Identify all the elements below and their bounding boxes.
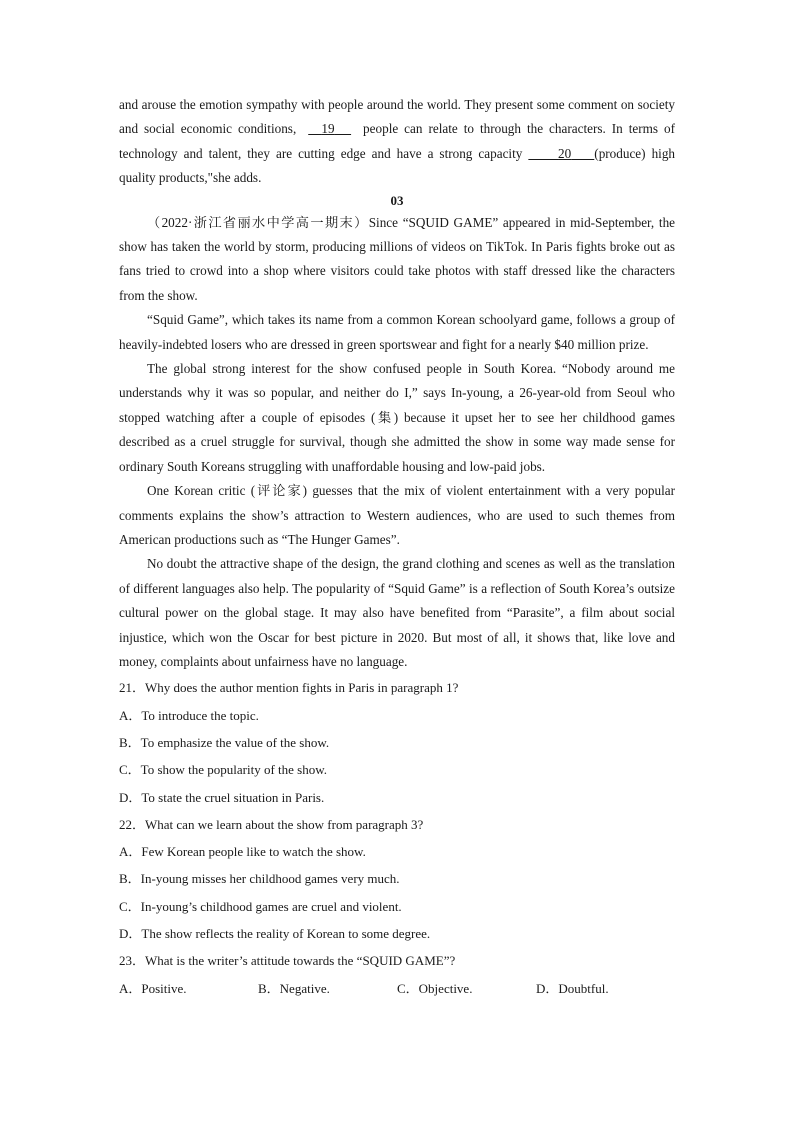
option-a[interactable]: A．To introduce the topic. [119,707,259,723]
intro-text-2: people can relate to through the characters. In terms of technology and talent, they are cutting edge and have a strong capacity [119,121,675,161]
passage-paragraph-5: No doubt the attractive shape of the design, the grand clothing and scenes as well as the translation of different languages also help. The popularity of “Squid Game” is a reflection of South Korea’s outsize cultural power on the global stage. It may also have benefited from “Parasite”, a film about social injustice, which won the Oscar for best picture in 2020. But most of all, it shows that, like love and money, complaints about unfairness have no language. [119,556,675,669]
option-b[interactable]: B．In-young misses her childhood games very much. [119,871,400,887]
section-number: 03 [390,192,404,208]
option-c[interactable]: C．In-young’s childhood games are cruel and violent. [119,898,402,914]
passage-paragraph-3: The global strong interest for the show confused people in South Korea. “Nobody around me understands why it was so popular, and neither do I,” says In-young, a 26-year-old from Seoul who stopped watching after a couple of episodes (集) because it upset her to see her childhood games described as a cruel struggle for survival, though she admitted the show in some way made sense for ordinary South Koreans struggling with unaffordable housing and low-paid jobs. [119,361,675,474]
intro-text-3: (produce) high quality products,"she adds. [119,145,676,186]
question-21 [119,674,675,810]
document-page [119,93,675,1002]
question-stem: 22．What can we learn about the show from paragraph 3? [119,816,424,832]
blank-19: 19 [321,121,335,137]
option-b[interactable]: B．Negative. [258,980,330,996]
intro-text-1: and arouse the emotion sympathy with people around the world. They present some comment on society and social economic conditions, [119,97,675,137]
passage-paragraph-4: One Korean critic (评论家) guesses that the mix of violent entertainment with a very popular comments explains the show’s attraction to Western audiences, who are used to such themes from American productions such as “The Hunger Games”. [119,483,675,547]
question-stem: 21．Why does the author mention fights in Paris in paragraph 1? [119,680,459,696]
option-d[interactable]: D．The show reflects the reality of Korean to some degree. [119,926,431,942]
option-a[interactable]: A．Few Korean people like to watch the show. [119,844,366,860]
source-label: （2022·浙江省丽水中学高一期末） [147,214,369,230]
option-a[interactable]: A．Positive. [119,980,187,996]
option-d[interactable]: D．To state the cruel situation in Paris. [119,789,325,805]
question-23 [119,947,675,1002]
options-row [119,975,675,1002]
passage-paragraph-2: “Squid Game”, which takes its name from a common Korean schoolyard game, follows a group of heavily-indebted losers who are dressed in green sportswear and fight for a nearly $40 million prize. [119,312,675,352]
intro-paragraph [119,93,675,191]
passage-paragraph-1: （2022·浙江省丽水中学高一期末）Since “SQUID GAME” appeared in mid-September, the show has taken the world by storm, producing millions of videos on TikTok. In Paris fights broke out as fans tried to crowd into a shop where visitors could take photos with staff dressed like the characters from the show. [119,214,676,303]
question-stem: 23．What is the writer’s attitude towards the “SQUID GAME”? [119,953,456,969]
question-22 [119,811,675,947]
blank-20: 20 [558,145,572,161]
option-b[interactable]: B．To emphasize the value of the show. [119,734,330,750]
option-d[interactable]: D．Doubtful. [536,980,609,996]
option-c[interactable]: C．Objective. [397,980,473,996]
option-c[interactable]: C．To show the popularity of the show. [119,762,328,778]
